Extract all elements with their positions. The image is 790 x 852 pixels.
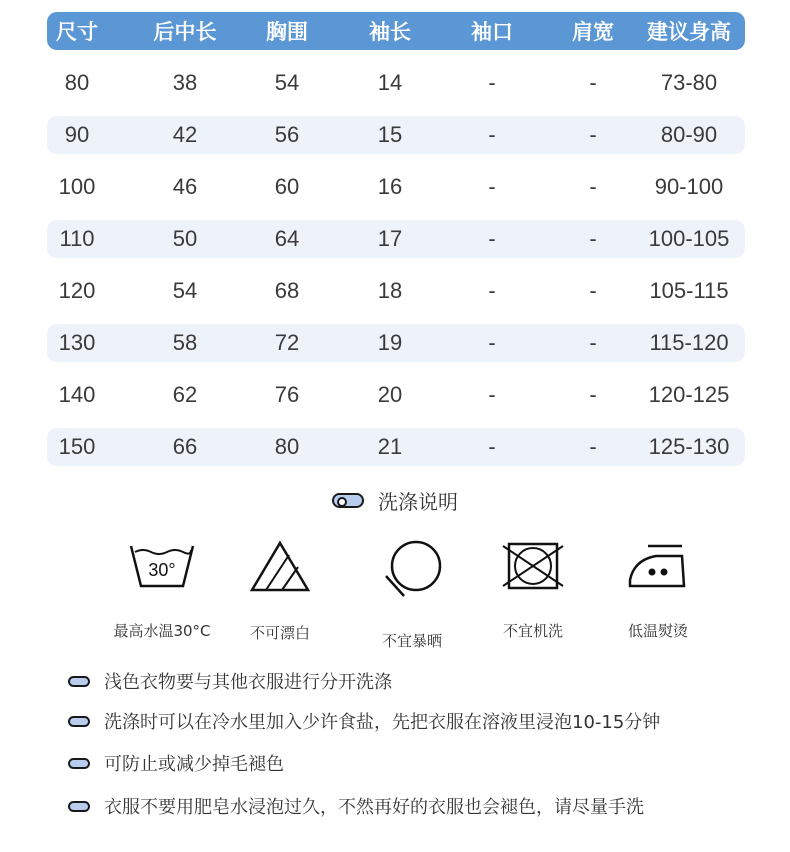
table-cell: 17 (377, 226, 403, 251)
table-row (47, 376, 745, 414)
table-cell: 21 (377, 434, 403, 459)
care-icon-bleach (220, 540, 340, 643)
care-icon-iron (598, 540, 718, 641)
table-cell: 100-105 (648, 226, 730, 251)
table-cell: 100 (58, 174, 96, 199)
pill-bullet-icon (68, 758, 90, 769)
note-item: 洗涤时可以在冷水里加入少许食盐，先把衣服在溶液里浸泡10-15分钟 (68, 708, 660, 734)
header-height: 建议身高 (647, 20, 731, 44)
no-sun-dry-icon (380, 540, 444, 600)
care-icon-machine (473, 540, 593, 641)
table-cell: 64 (274, 226, 300, 251)
table-cell: 56 (274, 122, 300, 147)
care-label: 最高水温30°C (113, 622, 211, 640)
wash-30-icon (127, 540, 197, 590)
care-title: 洗涤说明 (378, 490, 458, 514)
table-cell: - (589, 434, 597, 459)
table-cell: 120-125 (648, 382, 730, 407)
header-cuff: 袖口 (471, 20, 513, 44)
note-item: 可防止或减少掉毛褪色 (68, 750, 284, 776)
size-table (47, 12, 745, 466)
care-label: 不宜机洗 (502, 622, 563, 640)
table-cell: 50 (172, 226, 198, 251)
table-cell: 15 (377, 122, 403, 147)
table-cell: 68 (274, 278, 300, 303)
table-cell: 19 (377, 330, 403, 355)
table-row (47, 272, 745, 310)
table-cell: 18 (377, 278, 403, 303)
table-cell: 130 (58, 330, 96, 355)
table-cell: - (589, 330, 597, 355)
care-section-title (0, 486, 790, 515)
table-cell: 125-130 (648, 434, 730, 459)
table-cell: 140 (58, 382, 96, 407)
header-chest: 胸围 (266, 20, 308, 44)
no-tumble-dry-icon (501, 540, 565, 590)
table-cell: - (589, 122, 597, 147)
table-cell: 62 (172, 382, 198, 407)
header-shoulder: 肩宽 (572, 20, 614, 44)
size-table-header (47, 12, 745, 50)
note-item: 浅色衣物要与其他衣服进行分开洗涤 (68, 668, 392, 694)
table-cell: - (488, 434, 496, 459)
svg-text:30°: 30° (148, 560, 176, 580)
pill-bullet-icon (68, 676, 90, 687)
table-cell: 115-120 (649, 330, 729, 355)
table-cell: 38 (172, 70, 198, 95)
low-iron-icon (626, 540, 690, 590)
table-cell: 110 (59, 226, 95, 251)
table-row (47, 428, 745, 466)
table-row (47, 64, 745, 102)
table-cell: - (488, 226, 496, 251)
note-item: 衣服不要用肥皂水浸泡过久，不然再好的衣服也会褪色，请尽量手洗 (68, 793, 644, 819)
table-cell: 46 (172, 174, 198, 199)
table-cell: 120 (58, 278, 96, 303)
header-back-length: 后中长 (153, 20, 217, 44)
table-cell: 16 (377, 174, 403, 199)
table-cell: - (589, 226, 597, 251)
care-icon-wash (102, 540, 222, 641)
table-cell: - (589, 174, 597, 199)
table-cell: 90 (64, 122, 90, 147)
table-cell: 72 (274, 330, 300, 355)
table-cell: - (488, 70, 496, 95)
table-cell: - (589, 70, 597, 95)
table-cell: 105-115 (649, 278, 729, 303)
table-cell: - (589, 278, 597, 303)
care-icon-sun (352, 540, 472, 651)
pill-bullet-icon (68, 801, 90, 812)
table-cell: 60 (274, 174, 300, 199)
pill-bullet-icon (332, 493, 364, 508)
header-size: 尺寸 (56, 20, 98, 44)
table-row (47, 116, 745, 154)
table-cell: - (488, 122, 496, 147)
table-cell: - (488, 330, 496, 355)
table-cell: - (589, 382, 597, 407)
table-row (47, 220, 745, 258)
care-label: 不可漂白 (249, 624, 310, 642)
table-cell: 42 (172, 122, 198, 147)
table-row (47, 168, 745, 206)
table-cell: 90-100 (654, 174, 724, 199)
care-label: 低温熨烫 (627, 622, 688, 640)
table-cell: 14 (377, 70, 403, 95)
table-cell: 80-90 (660, 122, 718, 147)
no-bleach-icon (248, 540, 312, 592)
table-cell: 20 (377, 382, 403, 407)
table-cell: 66 (172, 434, 198, 459)
table-cell: 76 (274, 382, 300, 407)
table-cell: 73-80 (660, 70, 718, 95)
table-cell: - (488, 278, 496, 303)
table-cell: - (488, 382, 496, 407)
table-cell: 54 (274, 70, 300, 95)
table-cell: - (488, 174, 496, 199)
table-cell: 80 (64, 70, 90, 95)
table-cell: 150 (58, 434, 96, 459)
table-cell: 54 (172, 278, 198, 303)
table-cell: 80 (274, 434, 300, 459)
pill-bullet-icon (68, 716, 90, 727)
table-row (47, 324, 745, 362)
header-sleeve-length: 袖长 (369, 20, 411, 44)
table-cell: 58 (172, 330, 198, 355)
care-label: 不宜暴晒 (381, 632, 442, 650)
